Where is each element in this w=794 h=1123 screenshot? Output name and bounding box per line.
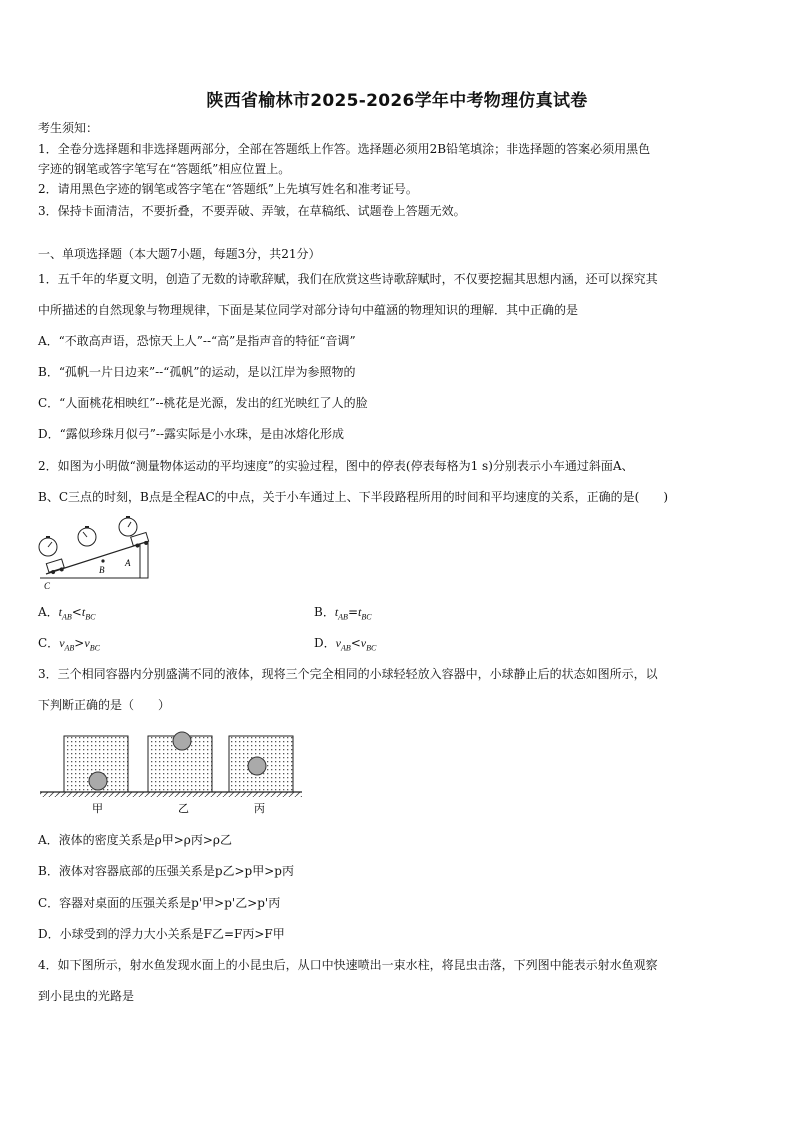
containers-figure: [38, 724, 304, 820]
container-yi: [148, 732, 212, 792]
question-2-option-c: C．$v_{AB}>v_{BC}$: [38, 636, 100, 653]
container-bing: [229, 736, 293, 792]
notice-item: 3．保持卡面清洁，不要折叠，不要弄破、弄皱，在草稿纸、试题卷上答题无效。: [38, 204, 466, 218]
figure-label-b: B: [99, 565, 105, 575]
question-2-stem: B、C三点的时刻，B点是全程AC的中点，关于小车通过上、下半段路程所用的时间和平均速度的关系，正确的是( ): [38, 490, 669, 504]
section-heading: 一、单项选择题（本大题7小题，每题3分，共21分）: [38, 247, 321, 261]
midpoint-dot: [101, 559, 104, 562]
notice-item: 1．全卷分选择题和非选择题两部分，全部在答题纸上作答。选择题必须用2B铅笔填涂；非选择题的答案必须用黑色: [38, 142, 651, 156]
question-4-stem: 到小昆虫的光路是: [38, 989, 135, 1003]
cart-bottom: [46, 559, 65, 575]
ball: [89, 772, 107, 790]
question-3-stem: 3．三个相同容器内分别盛满不同的液体，现将三个完全相同的小球轻轻放入容器中，小球静止后的状态如图所示，以: [38, 667, 658, 681]
stopwatch-icon: [39, 536, 57, 556]
incline-stopwatch-figure: [36, 512, 156, 592]
stopwatch-icon: [78, 526, 96, 546]
notice-heading: 考生须知：: [38, 121, 99, 135]
label-bing: 丙: [254, 802, 265, 815]
notice-item: 2．请用黑色字迹的钢笔或答字笔在“答题纸”上先填写姓名和准考证号。: [38, 182, 418, 196]
question-3-option-a: A．液体的密度关系是ρ甲>ρ丙>ρ乙: [38, 833, 232, 847]
question-3-option-c: C．容器对桌面的压强关系是p'甲>p'乙>p'丙: [38, 896, 281, 910]
table-surface: [40, 792, 302, 797]
question-4-stem: 4．如下图所示，射水鱼发现水面上的小昆虫后，从口中快速喷出一束水柱，将昆虫击落，下列图中能表示射水鱼观察: [38, 958, 658, 972]
label-jia: 甲: [92, 802, 103, 815]
stopwatch-icon: [119, 516, 137, 536]
container-jia: [64, 736, 128, 792]
ball: [173, 732, 191, 750]
question-3-option-d: D．小球受到的浮力大小关系是F乙=F丙>F甲: [38, 927, 285, 941]
ball: [248, 757, 266, 775]
question-1-option-d: D．“露似珍珠月似弓”--露实际是小水珠，是由冰熔化形成: [38, 427, 345, 441]
question-2-option-d: D．$v_{AB}<v_{BC}$: [314, 636, 377, 653]
question-1-stem: 1．五千年的华夏文明，创造了无数的诗歌辞赋，我们在欣赏这些诗歌辞赋时，不仅要挖掘其思想内涵，还可以探究其: [38, 272, 658, 286]
question-1-option-a: A．“不敢高声语，恐惊天上人”--“高”是指声音的特征“音调”: [38, 334, 356, 348]
figure-label-a: A: [125, 558, 131, 568]
label-yi: 乙: [178, 802, 189, 815]
question-2-option-b: B．$t_{AB}=t_{BC}$: [314, 605, 372, 622]
incline-support: [140, 542, 148, 578]
question-1-stem: 中所描述的自然现象与物理规律，下面是某位同学对部分诗句中蕴涵的物理知识的理解．其中正确的是: [38, 303, 579, 317]
notice-item: 字迹的钢笔或答字笔写在“答题纸”相应位置上。: [38, 162, 291, 176]
question-3-stem: 下判断正确的是（ ）: [38, 698, 171, 712]
figure-label-c: C: [44, 581, 51, 591]
question-1-option-c: C．“人面桃花相映红”--桃花是光源，发出的红光映红了人的脸: [38, 396, 368, 410]
question-3-option-b: B．液体对容器底部的压强关系是p乙>p甲>p丙: [38, 864, 294, 878]
question-1-option-b: B．“孤帆一片日边来”--“孤帆”的运动，是以江岸为参照物的: [38, 365, 356, 379]
question-2-stem: 2．如图为小明做“测量物体运动的平均速度”的实验过程，图中的停表(停表每格为1 s)分别表示小车通过斜面A、: [38, 459, 634, 473]
question-2-option-a: A．$t_{AB}<t_{BC}$: [38, 605, 96, 622]
page-title: 陕西省榆林市2025-2026学年中考物理仿真试卷: [206, 91, 588, 111]
